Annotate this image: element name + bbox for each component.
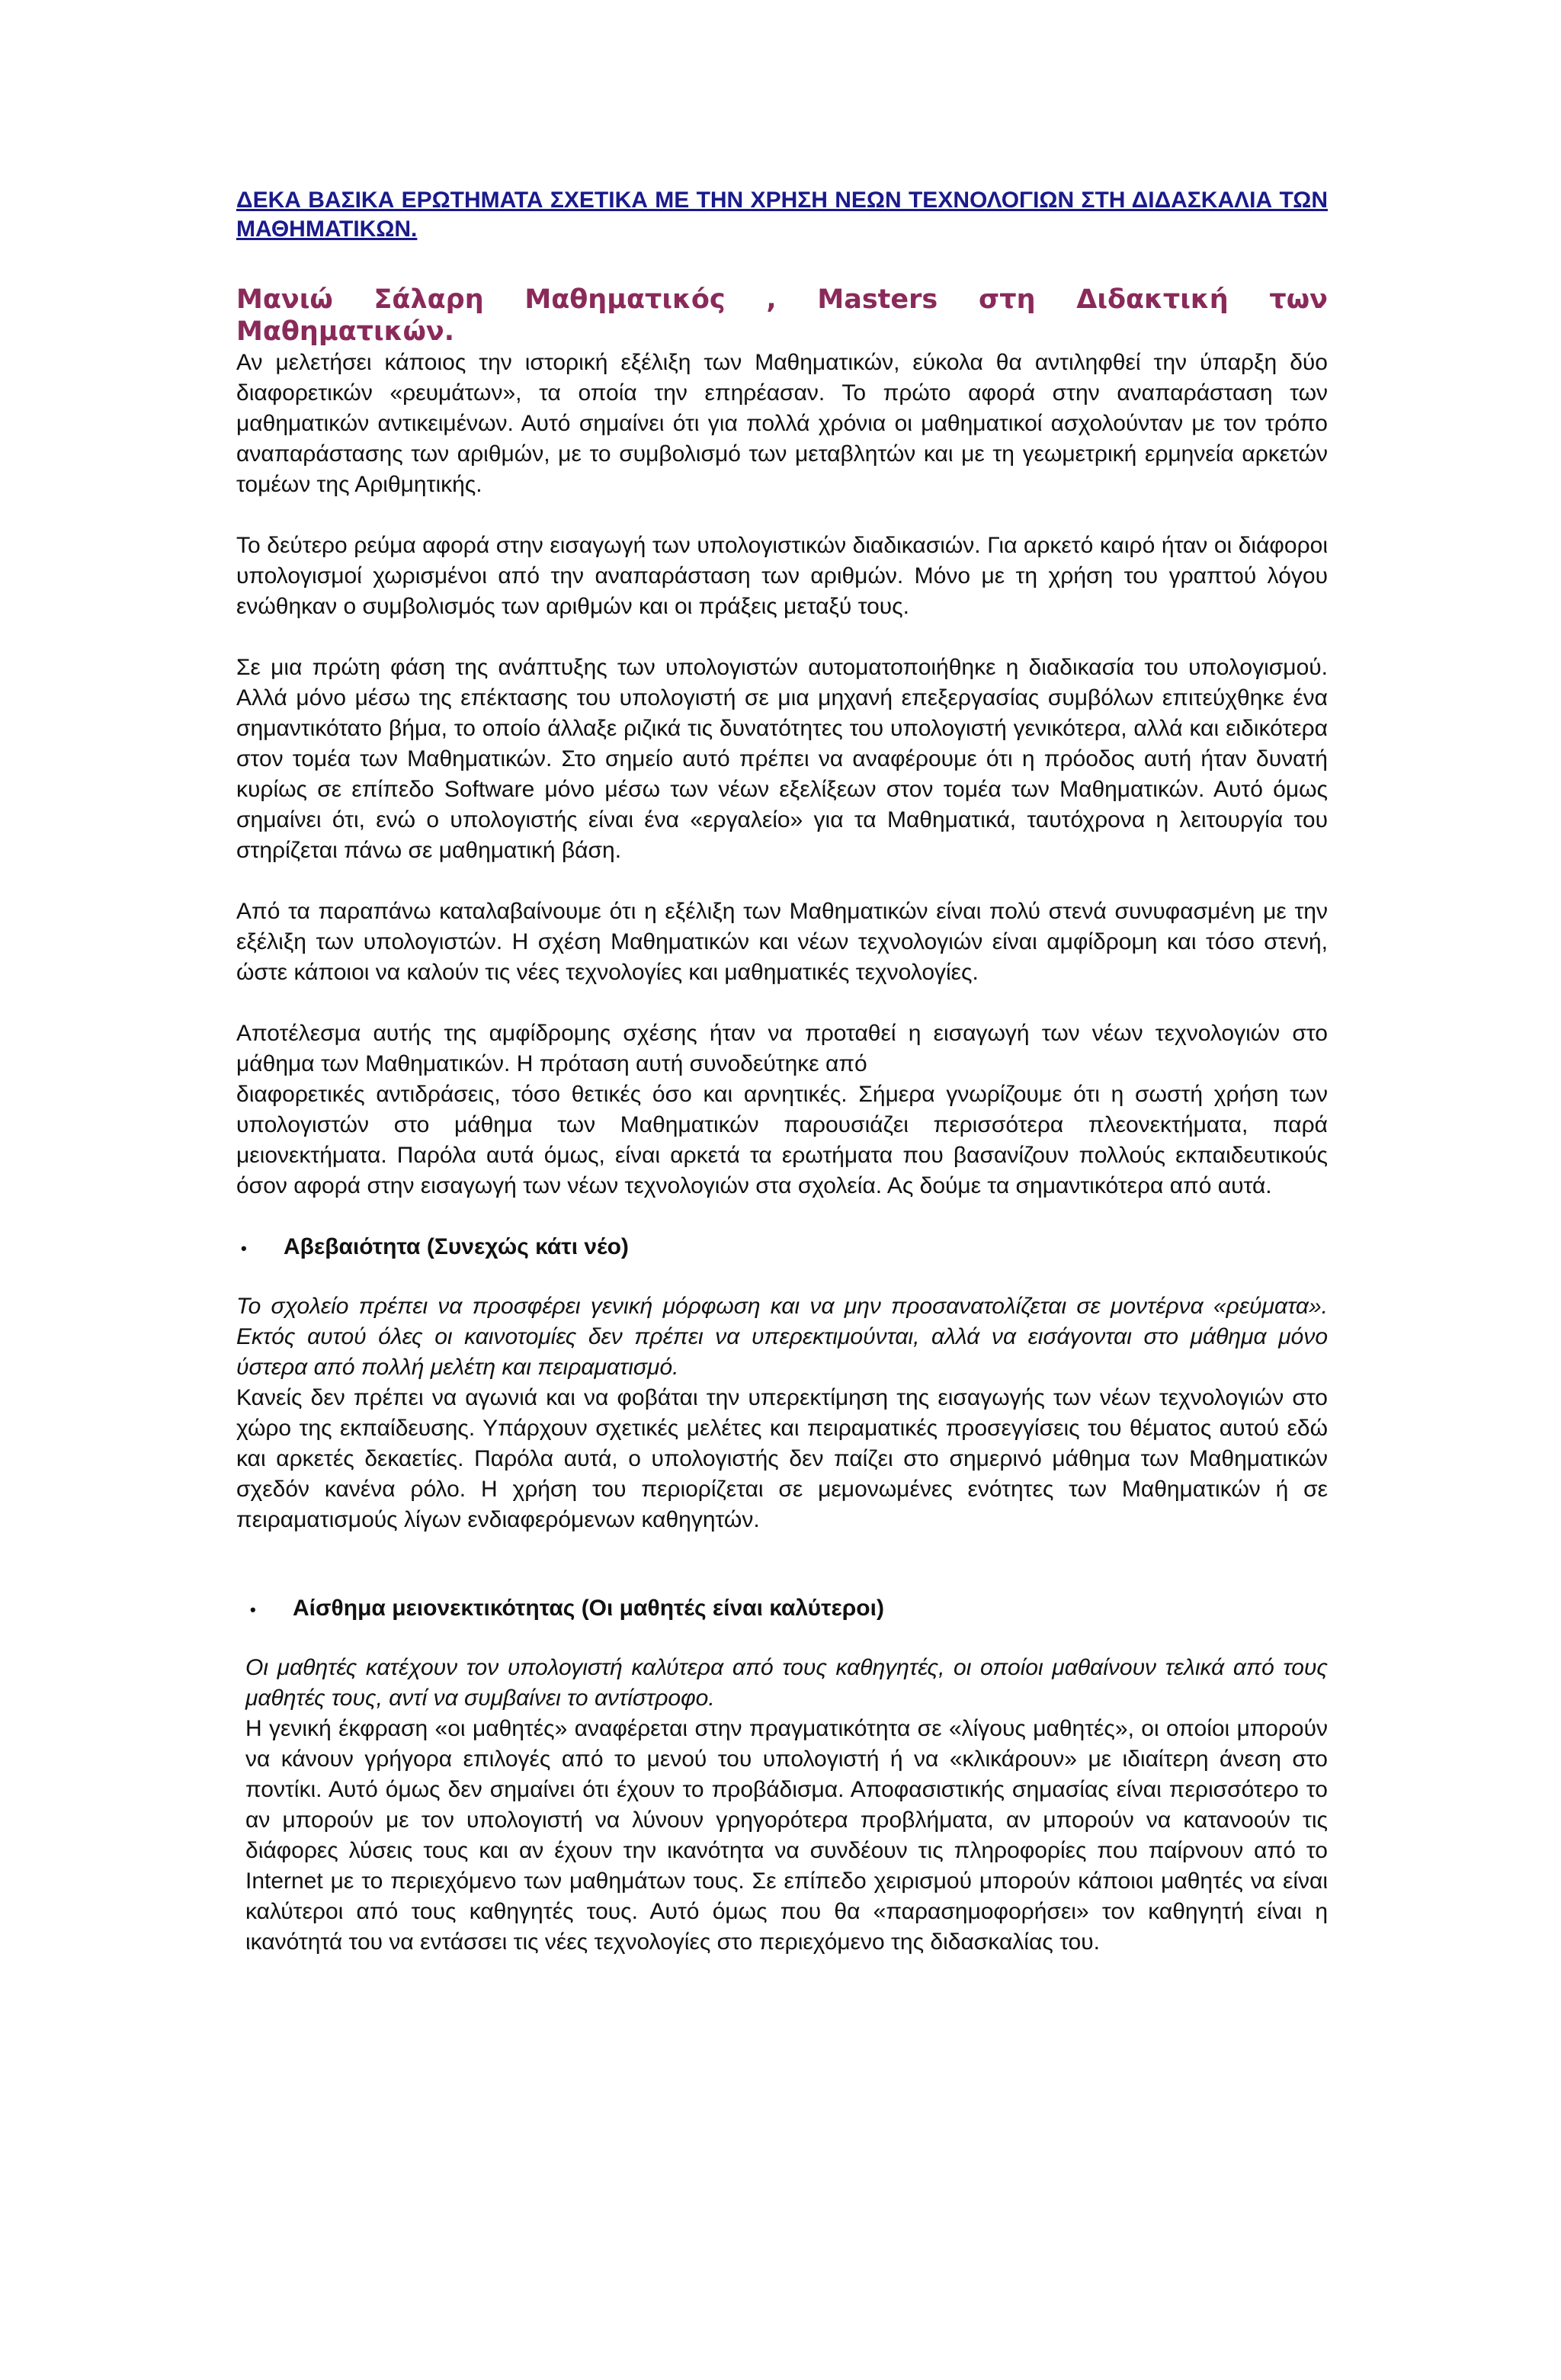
paragraph-1: Αν μελετήσει κάποιος την ιστορική εξέλιξη των Μαθηματικών, εύκολα θα αντιληφθεί την ύπαρξη δύο διαφορετικών «ρευμάτων», τα οποία την επηρέασαν. Το πρώτο αφορά στην αναπαράσταση των μαθηματικών αντικειμένων. Αυτό σημαίνει ότι για πολλά χρόνια οι μαθηματικοί ασχολούνταν με τον τρόπο αναπαράστασης των αριθμών, με το συμβολισμό των μεταβλητών και με τη γεωμετρική ερμηνεία αρκετών τομέων της Αριθμητικής. xyxy=(236,350,1328,497)
section-heading xyxy=(245,1593,1328,1625)
section-heading-text: Αίσθημα μειονεκτικότητας (Οι μαθητές είναι καλύτεροι) xyxy=(293,1596,884,1621)
paragraph-5: Αποτέλεσμα αυτής της αμφίδρομης σχέσης ήταν να προταθεί η εισαγωγή των νέων τεχνολογιών στο μάθημα των Μαθηματικών. Η πρόταση αυτή συνοδεύτηκε από xyxy=(236,1021,1328,1076)
paragraph-3: Σε μια πρώτη φάση της ανάπτυξης των υπολογιστών αυτοματοποιήθηκε η διαδικασία του υπολογισμού. Αλλά μόνο μέσω της επέκτασης του υπολογιστή σε μια μηχανή επεξεργασίας συμβόλων επιτεύχθηκε ένα σημαντικότατο βήμα, το οποίο άλλαξε ριζικά τις δυνατότητες του υπολογιστή γενικότερα, αλλά και ειδικότερα στον τομέα των Μαθηματικών. Στο σημείο αυτό πρέπει να αναφέρουμε ότι η πρόοδος αυτή ήταν δυνατή κυρίως σε επίπεδο Software μόνο μέσω των νέων εξελίξεων στον τομέα των Μαθηματικών. Αυτό όμως σημαίνει ότι, ενώ ο υπολογιστής είναι ένα «εργαλείο» για τα Μαθηματικά, ταυτόχρονα η λειτουργία του στηρίζεται πάνω σε μαθηματική βάση. xyxy=(236,655,1328,863)
paragraph-4: Από τα παραπάνω καταλαβαίνουμε ότι η εξέλιξη των Μαθηματικών είναι πολύ στενά συνυφασμένη με την εξέλιξη των υπολογιστών. Η σχέση Μαθηματικών και νέων τεχνολογιών είναι αμφίδρομη και τόσο στενή, ώστε κάποιοι να καλούν τις νέες τεχνολογίες και μαθηματικές τεχνολογίες. xyxy=(236,899,1328,985)
section-quote: Το σχολείο πρέπει να προσφέρει γενική μόρφωση και να μην προσανατολίζεται σε μοντέρνα «ρεύματα». Εκτός αυτού όλες οι καινοτομίες δεν πρέπει να υπερεκτιμούνται, αλλά να εισάγονται στο μάθημα μόνο ύστερα από πολλή μελέτη και πειραματισμό. xyxy=(236,1294,1328,1380)
bullet-icon: • xyxy=(250,1600,256,1619)
section-heading-text: Αβεβαιότητα (Συνεχώς κάτι νέο) xyxy=(284,1234,629,1259)
section-uncertainty xyxy=(236,1232,1328,1535)
document-title: ΔΕΚΑ ΒΑΣΙΚΑ ΕΡΩΤΗΜΑΤΑ ΣΧΕΤΙΚΑ ΜΕ ΤΗΝ ΧΡΗΣΗ ΝΕΩΝ ΤΕΧΝΟΛΟΓΙΩΝ ΣΤΗ ΔΙΔΑΣΚΑΛΙΑ ΤΩΝ ΜΑΘΗΜΑΤΙΚΩΝ. xyxy=(236,188,1328,242)
document-page xyxy=(236,186,1328,1958)
author-line: Μανιώ Σάλαρη Μαθηματικός , Masters στη Διδακτική των Μαθηματικών. xyxy=(236,284,1328,347)
section-body: Κανείς δεν πρέπει να αγωνιά και να φοβάται την υπερεκτίμηση της εισαγωγής των νέων τεχνολογιών στο χώρο της εκπαίδευσης. Υπάρχουν σχετικές μελέτες και πειραματικές προσεγγίσεις του θέματος αυτού εδώ και αρκετές δεκαετίες. Παρόλα αυτά, ο υπολογιστής δεν παίζει στο σημερινό μάθημα των Μαθηματικών σχεδόν κανένα ρόλο. Η χρήση του περιορίζεται σε μεμονωμένες ενότητες των Μαθηματικών ή σε πειραματισμούς λίγων ενδιαφερόμενων καθηγητών. xyxy=(236,1385,1328,1532)
paragraph-5-continuation: διαφορετικές αντιδράσεις, τόσο θετικές όσο και αρνητικές. Σήμερα γνωρίζουμε ότι η σωστή χρήση των υπολογιστών στο μάθημα των Μαθηματικών παρουσιάζει περισσότερα πλεονεκτήματα, παρά μειονεκτήματα. Παρόλα αυτά όμως, είναι αρκετά τα ερωτήματα που βασανίζουν πολλούς εκπαιδευτικούς όσον αφορά στην εισαγωγή των νέων τεχνολογιών στα σχολεία. Ας δούμε τα σημαντικότερα από αυτά. xyxy=(236,1082,1328,1198)
spacer xyxy=(236,1535,1328,1593)
section-inferiority xyxy=(245,1593,1328,1958)
paragraph-2: Το δεύτερο ρεύμα αφορά στην εισαγωγή των υπολογιστικών διαδικασιών. Για αρκετό καιρό ήταν οι διάφοροι υπολογισμοί χωρισμένοι από την αναπαράσταση των αριθμών. Μόνο με τη χρήση του γραπτού λόγου ενώθηκαν ο συμβολισμός των αριθμών και οι πράξεις μεταξύ τους. xyxy=(236,533,1328,619)
section-quote: Οι μαθητές κατέχουν τον υπολογιστή καλύτερα από τους καθηγητές, οι οποίοι μαθαίνουν τελικά από τους μαθητές τους, αντί να συμβαίνει το αντίστροφο. xyxy=(245,1655,1328,1711)
bullet-icon: • xyxy=(241,1239,247,1258)
section-heading xyxy=(236,1232,1328,1264)
section-body: Η γενική έκφραση «οι μαθητές» αναφέρεται στην πραγματικότητα σε «λίγους μαθητές», οι οποίοι μπορούν να κάνουν γρήγορα επιλογές από το μενού του υπολογιστή ή να «κλικάρουν» με ιδιαίτερη άνεση στο ποντίκι. Αυτό όμως δεν σημαίνει ότι έχουν το προβάδισμα. Αποφασιστικής σημασίας είναι περισσότερο το αν μπορούν με τον υπολογιστή να λύνουν γρηγορότερα προβλήματα, αν μπορούν να κατανοούν τις διάφορες λύσεις τους και αν έχουν την ικανότητα να συνδέουν τις πληροφορίες που παίρνουν από το Internet με το περιεχόμενο των μαθημάτων τους. Σε επίπεδο χειρισμού μπορούν κάποιοι μαθητές να είναι καλύτεροι από τους καθηγητές τους. Αυτό όμως που θα «παρασημοφορήσει» τον καθηγητή είναι η ικανότητά του να εντάσσει τις νέες τεχνολογίες στο περιεχόμενο της διδασκαλίας του. xyxy=(245,1716,1328,1955)
